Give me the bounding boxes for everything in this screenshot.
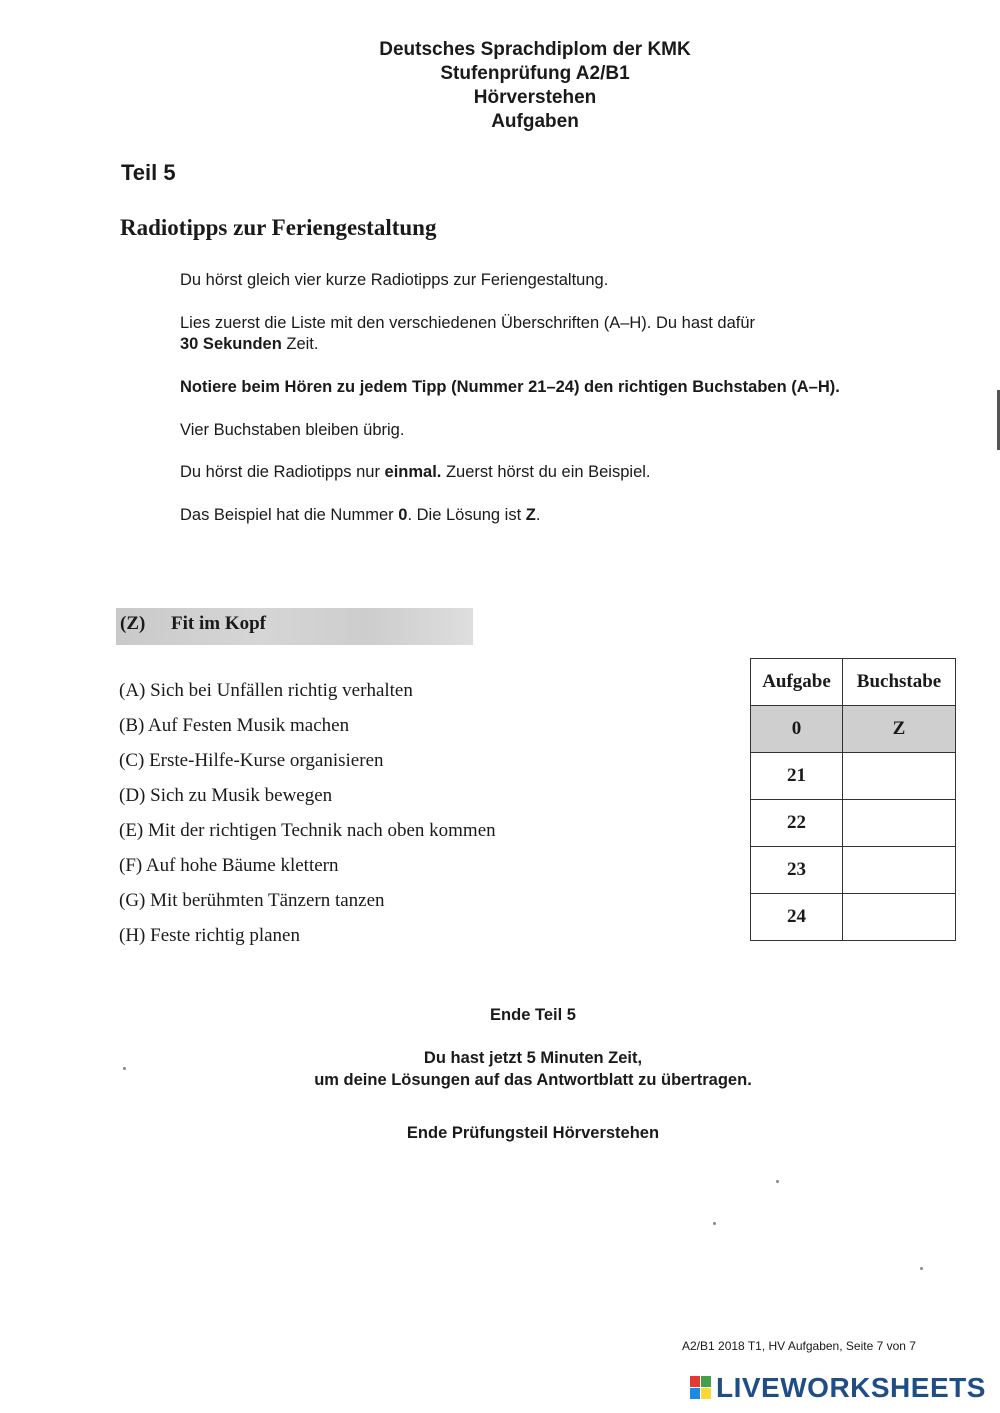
instruction-6 (180, 505, 540, 526)
example-letter: (Z) (120, 613, 146, 634)
task-number-cell: 23 (751, 847, 843, 894)
example-heading (116, 608, 473, 645)
task-number-cell: 21 (751, 753, 843, 800)
instruction-6-letter: Z (525, 506, 536, 524)
instruction-6-text: Das Beispiel hat die Nummer (180, 506, 399, 524)
instruction-2-text: Lies zuerst die Liste mit den verschiedenen Überschriften (A–H). Du hast dafür (180, 314, 756, 332)
column-header-aufgabe: Aufgabe (751, 659, 843, 706)
answer-input-cell[interactable] (843, 894, 956, 941)
column-header-buchstabe: Buchstabe (843, 659, 956, 706)
answer-input-cell[interactable] (843, 753, 956, 800)
scan-speck (123, 1067, 126, 1070)
instruction-5 (180, 462, 651, 483)
option-h: (H) Feste richtig planen (119, 925, 300, 946)
liveworksheets-logo (690, 1373, 986, 1403)
scan-speck (713, 1222, 716, 1225)
header-line-1: Deutsches Sprachdiplom der KMK (379, 39, 691, 60)
option-b: (B) Auf Festen Musik machen (119, 715, 350, 736)
option-a: (A) Sich bei Unfällen richtig verhalten (119, 680, 413, 701)
table-example-row (751, 706, 956, 753)
liveworksheets-logo-icon (690, 1376, 712, 1400)
example-answer-cell: Z (843, 706, 956, 753)
section-number: Teil 5 (121, 160, 176, 185)
instruction-6-end: . (535, 506, 541, 524)
header-line-3: Hörverstehen (473, 87, 597, 108)
section-title: Radiotipps zur Feriengestaltung (120, 215, 437, 240)
option-d: (D) Sich zu Musik bewegen (119, 785, 333, 806)
table-header-row (751, 659, 956, 706)
time-notice-line-2: um deine Lösungen auf das Antwortblatt zu übertragen. (314, 1071, 752, 1089)
end-exam-label: Ende Prüfungsteil Hörverstehen (406, 1124, 660, 1142)
scan-speck (920, 1267, 923, 1270)
table-row (751, 894, 956, 941)
option-e: (E) Mit der richtigen Technik nach oben kommen (119, 820, 496, 841)
instruction-2-bold: 30 Sekunden (180, 335, 282, 353)
end-part-label: Ende Teil 5 (490, 1006, 576, 1024)
table-row (751, 800, 956, 847)
instruction-6-number: 0 (398, 506, 408, 524)
header-line-2: Stufenprüfung A2/B1 (440, 63, 630, 84)
scan-speck (776, 1180, 779, 1183)
instruction-4: Vier Buchstaben bleiben übrig. (180, 421, 405, 439)
answer-input-cell[interactable] (843, 847, 956, 894)
instruction-5-text: Du hörst die Radiotipps nur (180, 463, 385, 481)
instruction-5-tail: Zuerst hörst du ein Beispiel. (441, 463, 651, 481)
task-number-cell: 22 (751, 800, 843, 847)
header-line-4: Aufgaben (491, 111, 579, 132)
task-number-cell: 24 (751, 894, 843, 941)
option-g: (G) Mit berühmten Tänzern tanzen (119, 890, 385, 911)
example-title: Fit im Kopf (171, 613, 266, 634)
answer-table (750, 658, 956, 941)
instruction-5-bold: einmal. (384, 463, 442, 481)
table-row (751, 847, 956, 894)
liveworksheets-text: LIVEWORKSHEETS (716, 1372, 986, 1403)
instruction-2 (180, 313, 755, 355)
instruction-1: Du hörst gleich vier kurze Radiotipps zur Feriengestaltung. (180, 271, 609, 289)
answer-input-cell[interactable] (843, 800, 956, 847)
time-notice-line-1: Du hast jetzt 5 Minuten Zeit, (423, 1049, 643, 1067)
instruction-3: Notiere beim Hören zu jedem Tipp (Nummer 21–24) den richtigen Buchstaben (A–H). (180, 378, 840, 396)
example-number-cell: 0 (751, 706, 843, 753)
table-row (751, 753, 956, 800)
instruction-6-mid: . Die Lösung ist (407, 506, 526, 524)
page-reference: A2/B1 2018 T1, HV Aufgaben, Seite 7 von 7 (682, 1339, 916, 1353)
option-f: (F) Auf hohe Bäume klettern (119, 855, 339, 876)
instruction-2-tail: Zeit. (281, 335, 319, 353)
option-c: (C) Erste-Hilfe-Kurse organisieren (119, 750, 384, 771)
